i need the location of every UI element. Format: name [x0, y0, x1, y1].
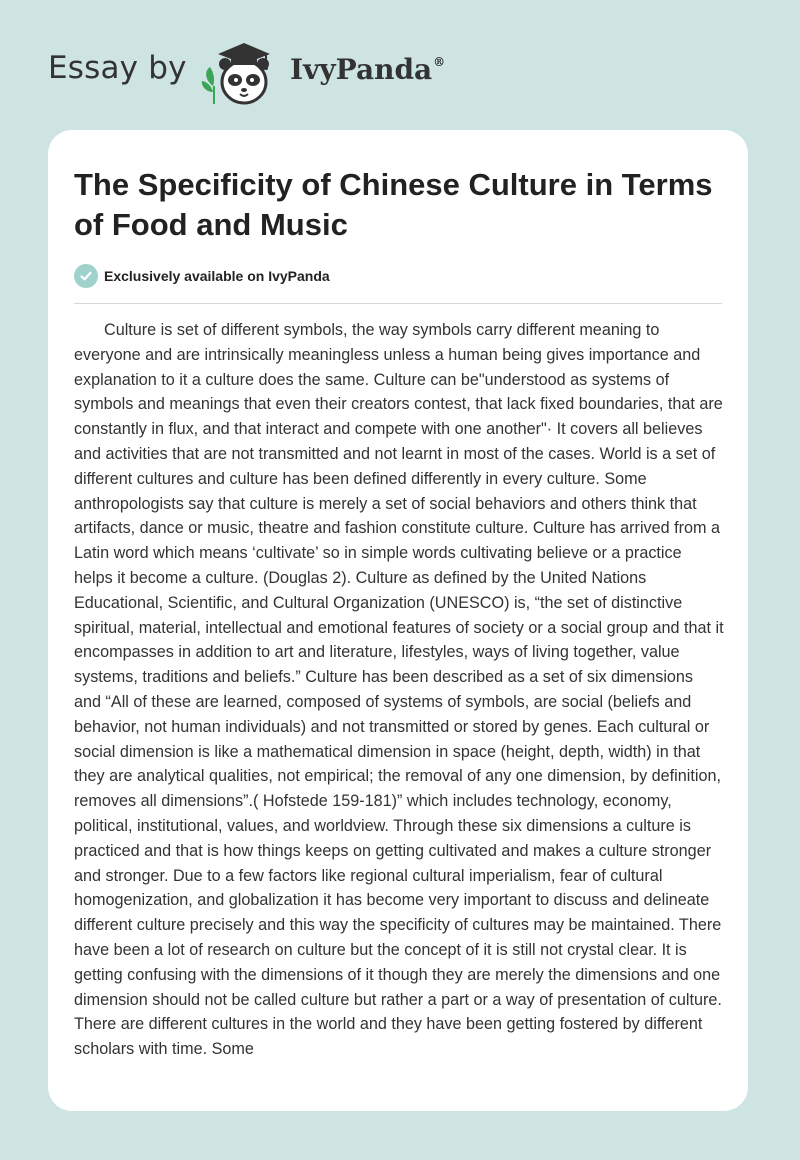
page-header — [0, 0, 800, 130]
exclusive-badge — [74, 264, 330, 288]
divider — [74, 303, 722, 304]
essay-title: The Specificity of Chinese Culture in Terms of Food and Music — [74, 167, 713, 242]
essay-by-label: Essay by — [48, 50, 187, 86]
brand-name-text: IvyPanda — [290, 53, 433, 86]
registered-mark: ® — [433, 55, 446, 69]
check-circle-icon — [74, 264, 98, 288]
brand-name[interactable] — [290, 53, 445, 86]
essay-card — [48, 130, 748, 1111]
essay-body: Culture is set of different symbols, the way symbols carry different meaning to everyone and are intrinsically meaningless unless a human being gives importance and explanation to it a culture does the same. Culture can be"understood as systems of symbols and meanings that even their creators contest, that lack fixed boundaries, that are constantly in flux, and that interact and compete with one another"· It covers all believes and activities that are not transmitted and not learnt in most of the cases. World is a set of different cultures and culture has been defined differently in every culture. Some anthropologists say that culture is merely a set of social behaviors and others think that artifacts, dance or music, theatre and fashion constitute culture. Culture has arrived from a Latin word which means ‘cultivate’ so in simple words cultivating believe or a practice helps it become a culture. (Douglas 2). Culture as defined by the United Nations Educational, Scientific, and Cultural Organization (UNESCO) is, “the set of distinctive spiritual, material, intellectual and emotional features of society or a social group and that it encompasses in addition to art and literature, lifestyles, ways of living together, value systems, traditions and beliefs.” Culture has been described as a set of six dimensions and “All of these are learned, composed of systems of symbols, are social (beliefs and behavior, not human individuals) and not transmitted or stored by genes. Each cultural or social dimension is like a mathematical dimension in space (height, depth, width) in that they are analytical qualities, not empirical; the removal of any one dimension, by definition, removes all dimensions”.( Hofstede 159-181)” which includes technology, economy, political, institutional, values, and worldview. Through these six dimensions a culture is practiced and that is how things keeps on getting cultivated and makes a culture stronger and stronger. Due to a few factors like regional cultural imperialism, fear of cultural homogenization, and globalization it has become very important to discuss and delineate different culture precisely and this way the specificity of cultures may be maintained. There have been a lot of research on culture but the concept of it is still not crystal clear. It is getting confusing with the dimensions of it though they are merely the dimensions and one dimension should not be called culture but rather a part or a way of presentation of culture. There are different cultures in the world and they have been getting fostered by different scholars with time. Some — [74, 321, 724, 1059]
exclusive-badge-text: Exclusively available on IvyPanda — [104, 268, 330, 284]
panda-graduate-icon[interactable] — [196, 34, 282, 112]
